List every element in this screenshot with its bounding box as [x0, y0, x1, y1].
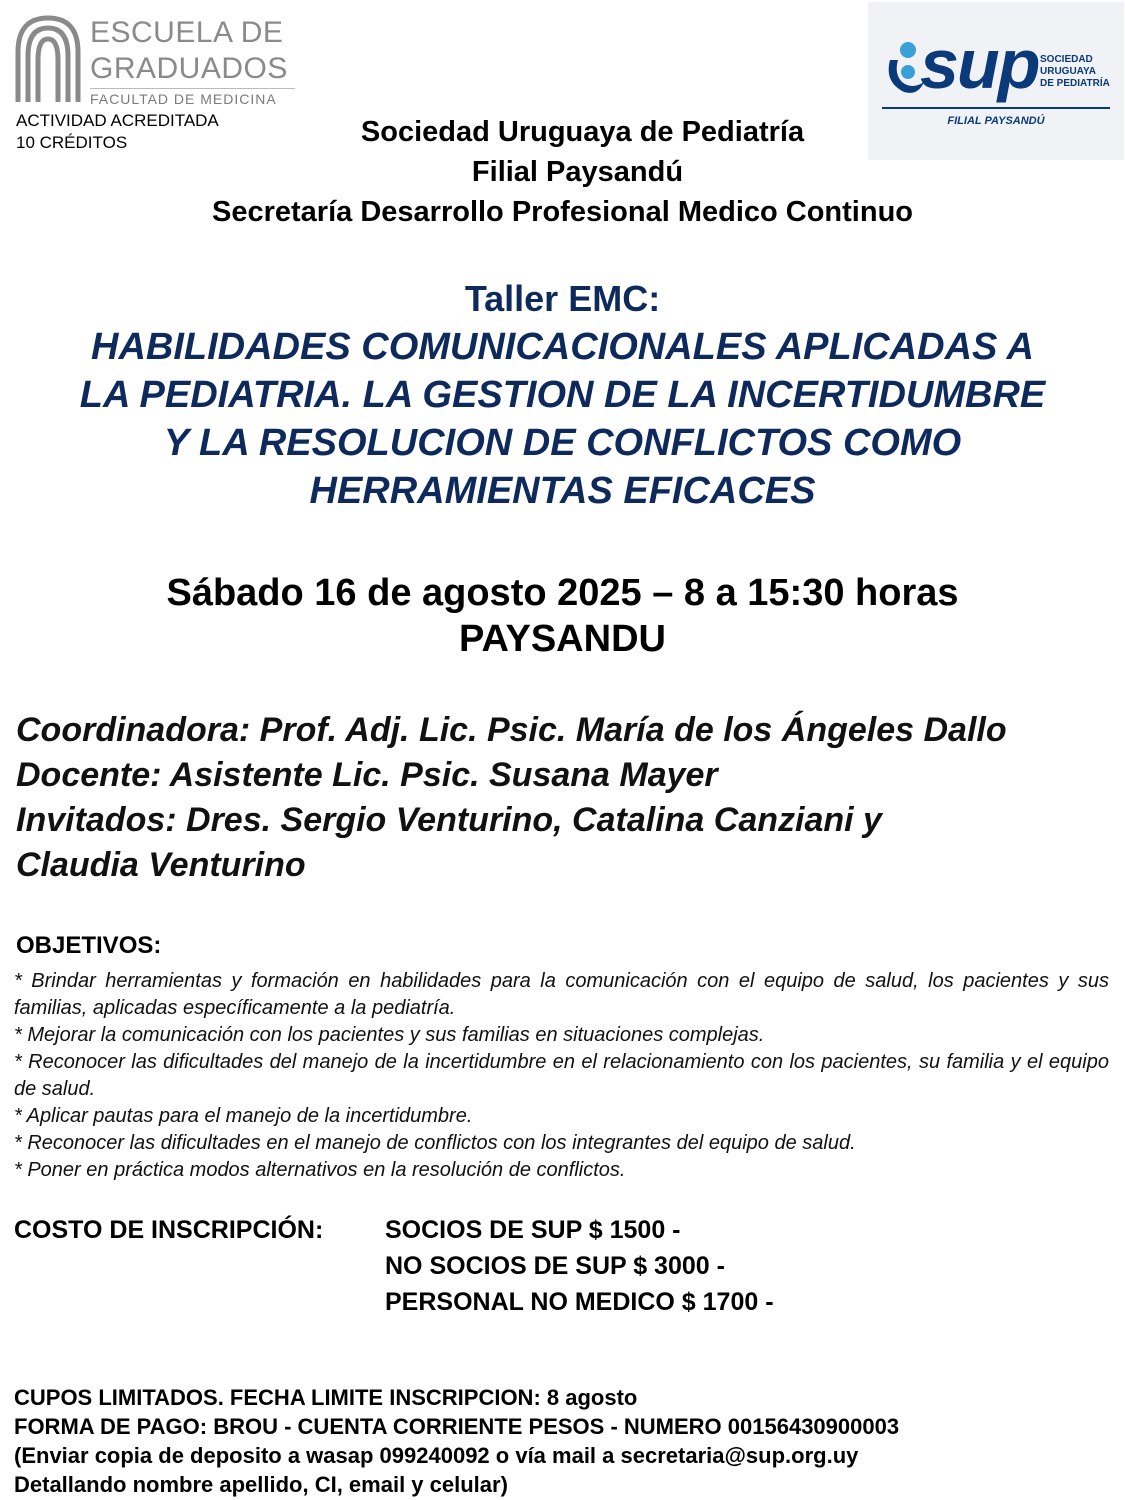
costo-personal-no-medico: PERSONAL NO MEDICO $ 1700 - — [385, 1288, 774, 1316]
sup-logo-side-text — [1040, 54, 1110, 90]
sup-side-line1: SOCIEDAD — [1040, 54, 1093, 65]
docente-line: Docente: Asistente Lic. Psic. Susana Mayer — [16, 756, 718, 794]
escuela-logo-line2: GRADUADOS — [90, 52, 288, 85]
arches-logo-icon — [12, 12, 84, 104]
objetivos-heading: OBJETIVOS: — [16, 932, 162, 959]
invitados-line-cont: Claudia Venturino — [16, 846, 306, 884]
escuela-logo-divider — [90, 88, 295, 89]
escuela-logo-line1: ESCUELA DE — [90, 16, 284, 49]
costo-inscripcion — [14, 1212, 774, 1320]
objetivos-list — [14, 968, 1109, 1184]
costo-row — [14, 1284, 774, 1320]
taller-title-line: Y LA RESOLUCION DE CONFLICTOS COMO — [163, 422, 962, 464]
costo-row — [14, 1212, 774, 1248]
sup-logo-filial: FILIAL PAYSANDÚ — [947, 115, 1045, 127]
objetivo-item: * Aplicar pautas para el manejo de la incertidumbre. — [14, 1105, 473, 1127]
contacto-line: (Enviar copia de deposito a wasap 099240092 o vía mail a secretaria@sup.org.uy — [14, 1443, 859, 1468]
organizacion-line1: Sociedad Uruguaya de Pediatría — [360, 116, 805, 148]
acreditacion-line1: ACTIVIDAD ACREDITADA — [16, 111, 219, 130]
docentes-section — [16, 708, 1116, 888]
invitados-line: Invitados: Dres. Sergio Venturino, Catalina Canziani y — [16, 801, 882, 839]
taller-title-line: HABILIDADES COMUNICACIONALES APLICADAS A — [91, 326, 1034, 368]
sup-logo-divider — [882, 107, 1110, 109]
objetivo-item: * Mejorar la comunicación con los pacientes y sus familias en situaciones complejas. — [14, 1024, 765, 1046]
sup-side-line2: URUGUAYA — [1040, 66, 1096, 77]
acreditacion-line2: 10 CRÉDITOS — [16, 133, 128, 152]
objetivo-item: * Brindar herramientas y formación en habilidades para la comunicación con el equipo de salud, los pacientes y sus familias, aplicadas específicamente a la pediatría. — [14, 970, 1109, 1019]
escuela-graduados-logo — [12, 12, 302, 107]
taller-title-line: HERRAMIENTAS EFICACES — [309, 470, 816, 512]
objetivo-item: * Reconocer las dificultades del manejo de la incertidumbre en el relacionamiento con los pacientes, su familia y el equipo de salud. — [14, 1051, 1109, 1100]
coordinadora-line: Coordinadora: Prof. Adj. Lic. Psic. María de los Ángeles Dallo — [16, 711, 1007, 749]
lugar-line: PAYSANDU — [459, 618, 666, 660]
taller-title-line: LA PEDIATRIA. LA GESTION DE LA INCERTIDUMBRE — [79, 374, 1046, 416]
organizacion-line3: Secretaría Desarrollo Profesional Medico Continuo — [212, 196, 913, 228]
costo-socios: SOCIOS DE SUP $ 1500 - — [385, 1216, 681, 1244]
objetivo-item: * Poner en práctica modos alternativos en la resolución de conflictos. — [14, 1159, 626, 1181]
costo-label: COSTO DE INSCRIPCIÓN: — [14, 1216, 324, 1244]
costo-no-socios: NO SOCIOS DE SUP $ 3000 - — [385, 1252, 725, 1280]
cupos-line: CUPOS LIMITADOS. FECHA LIMITE INSCRIPCION: 8 agosto — [14, 1385, 638, 1410]
objetivo-item: * Reconocer las dificultades en el manejo de conflictos con los integrantes del equipo de salud. — [14, 1132, 856, 1154]
fecha-lugar — [0, 570, 1125, 662]
inscripcion-info — [14, 1383, 899, 1499]
organizacion-heading — [0, 112, 1125, 232]
detalle-line: Detallando nombre apellido, CI, email y celular) — [14, 1472, 508, 1497]
costo-row — [14, 1248, 774, 1284]
sup-side-line3: DE PEDIATRÍA — [1040, 78, 1110, 89]
escuela-logo-line3: FACULTAD DE MEDICINA — [90, 91, 277, 107]
forma-pago-line: FORMA DE PAGO: BROU - CUENTA CORRIENTE PESOS - NUMERO 00156430900003 — [14, 1414, 900, 1439]
organizacion-line2: Filial Paysandú — [471, 156, 684, 188]
sup-logo-word: sup — [920, 25, 1039, 103]
taller-label: Taller EMC: — [464, 278, 661, 319]
fecha-line: Sábado 16 de agosto 2025 – 8 a 15:30 horas — [166, 572, 959, 614]
taller-title — [20, 323, 1105, 515]
